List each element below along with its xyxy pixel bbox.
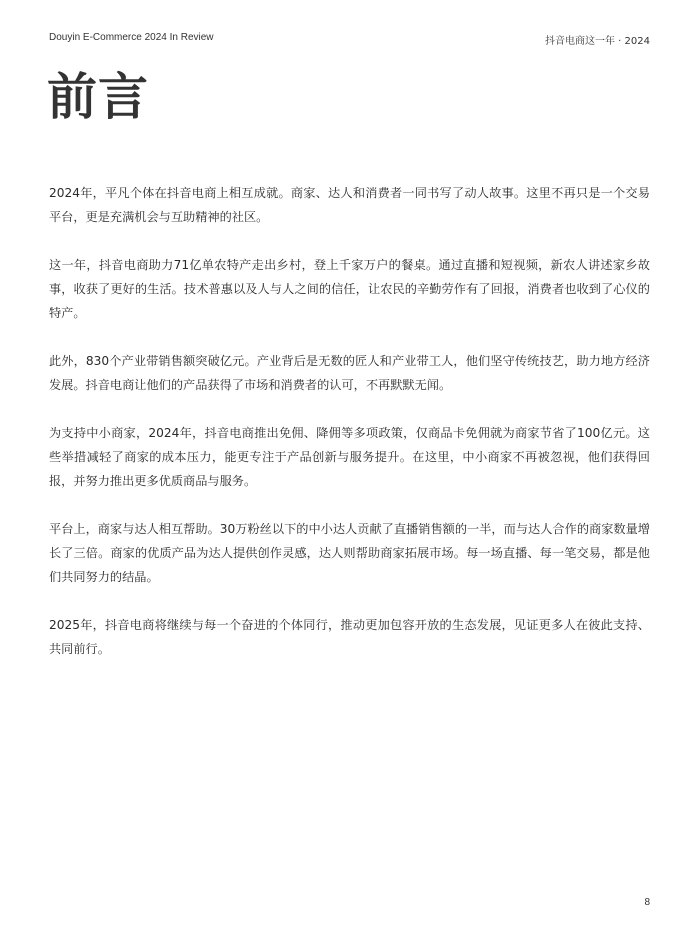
paragraph: 2024年，平凡个体在抖音电商上相互成就。商家、达人和消费者一同书写了动人故事。这里不再只是一个交易平台，更是充满机会与互助精神的社区。: [49, 186, 650, 224]
paragraph: 这一年，抖音电商助力71亿单农特产走出乡村，登上千家万户的餐桌。通过直播和短视频，新农人讲述家乡故事，收获了更好的生活。技术普惠以及人与人之间的信任，让农民的辛勤劳作有了回报，消费者也收到了心仪的特产。: [49, 258, 650, 320]
paragraph: 平台上，商家与达人相互帮助。30万粉丝以下的中小达人贡献了直播销售额的一半，而与达人合作的商家数量增长了三倍。商家的优质产品为达人提供创作灵感，达人则帮助商家拓展市场。每一场直播、每一笔交易，都是他们共同努力的结晶。: [49, 522, 650, 584]
paragraph: 2025年，抖音电商将继续与每一个奋进的个体同行，推动更加包容开放的生态发展，见证更多人在彼此支持、共同前行。: [49, 618, 650, 656]
body-text: [49, 181, 650, 685]
header-section-title: 抖音电商这一年 · 2024: [545, 36, 650, 47]
page-number: 8: [644, 897, 650, 908]
page-title: 前言: [47, 68, 149, 126]
paragraph: 为支持中小商家，2024年，抖音电商推出免佣、降佣等多项政策，仅商品卡免佣就为商家节省了100亿元。这些举措减轻了商家的成本压力，能更专注于产品创新与服务提升。在这里，中小商家不再被忽视，他们获得回报，并努力推出更多优质商品与服务。: [49, 426, 650, 488]
header-report-title: Douyin E-Commerce 2024 In Review: [49, 32, 214, 43]
paragraph: 此外，830个产业带销售额突破亿元。产业背后是无数的匠人和产业带工人，他们坚守传统技艺，助力地方经济发展。抖音电商让他们的产品获得了市场和消费者的认可，不再默默无闻。: [49, 354, 650, 392]
